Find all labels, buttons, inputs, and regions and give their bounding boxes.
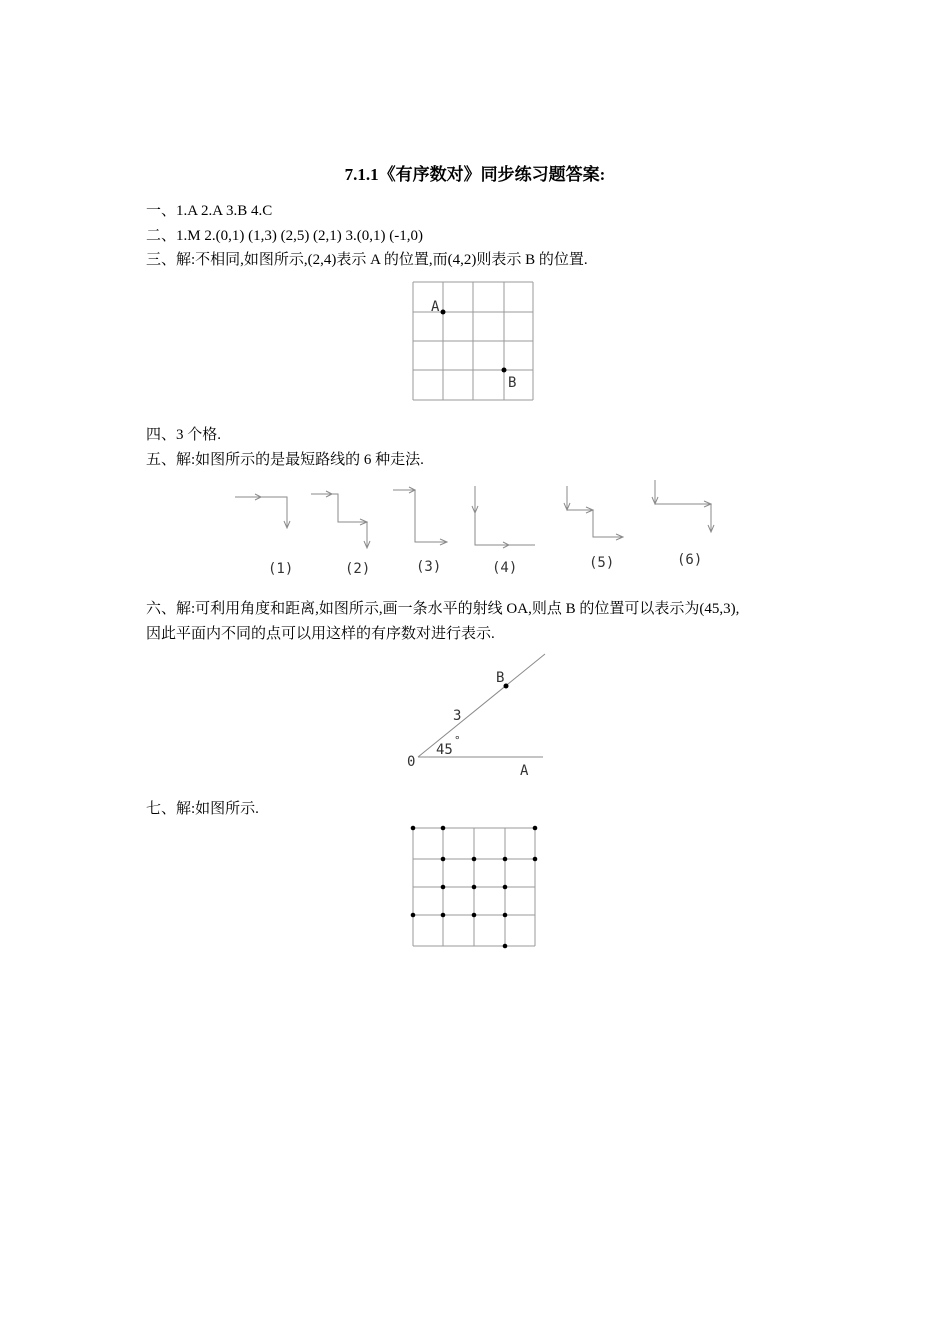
answer-section-2: 二、1.M 2.(0,1) (1,3) (2,5) (2,1) 3.(0,1) (-1,0) — [146, 228, 424, 244]
route-3-arrow — [393, 487, 447, 545]
grid-figure-points — [400, 820, 550, 955]
route-6-arrow — [652, 480, 714, 532]
answer-section-5: 五、解:如图所示的是最短路线的 6 种走法. — [146, 452, 424, 468]
point-a-label: A — [431, 299, 440, 315]
route-1-label: (1) — [268, 561, 294, 577]
answer-section-6-line-2: 因此平面内不同的点可以用这样的有序数对进行表示. — [146, 626, 495, 642]
answer-section-3: 三、解:不相同,如图所示,(2,4)表示 A 的位置,而(4,2)则表示 B 的位置. — [146, 252, 588, 268]
angle-label: 45 — [436, 742, 453, 758]
route-4-arrow — [472, 486, 535, 548]
point-b-label: B — [508, 375, 517, 391]
point-a-label: A — [520, 763, 529, 779]
route-2-arrow — [311, 491, 370, 548]
point-b-dot — [502, 368, 507, 373]
point-b-label: B — [496, 670, 505, 686]
answer-section-6-line-1: 六、解:可利用角度和距离,如图所示,画一条水平的射线 OA,则点 B 的位置可以表示为(45,3), — [146, 601, 740, 617]
distance-label: 3 — [453, 708, 462, 724]
origin-label: 0 — [407, 754, 416, 770]
answer-section-7: 七、解:如图所示. — [146, 801, 259, 817]
route-3-label: (3) — [416, 559, 442, 575]
grid-figure-a-b — [400, 275, 550, 410]
route-5-arrow — [564, 486, 623, 540]
route-6-label: (6) — [677, 552, 703, 568]
answer-section-1: 一、1.A 2.A 3.B 4.C — [146, 203, 273, 219]
point-a-dot — [441, 310, 446, 315]
route-1-arrow — [235, 494, 290, 528]
angle-distance-figure — [400, 650, 560, 780]
route-arrows-figure — [225, 480, 735, 580]
route-4-label: (4) — [492, 560, 518, 576]
route-2-label: (2) — [345, 561, 371, 577]
degree-symbol: ° — [454, 734, 461, 747]
route-5-label: (5) — [589, 555, 615, 571]
answer-section-4: 四、3 个格. — [146, 427, 222, 443]
page-title: 7.1.1《有序数对》同步练习题答案: — [344, 165, 606, 184]
